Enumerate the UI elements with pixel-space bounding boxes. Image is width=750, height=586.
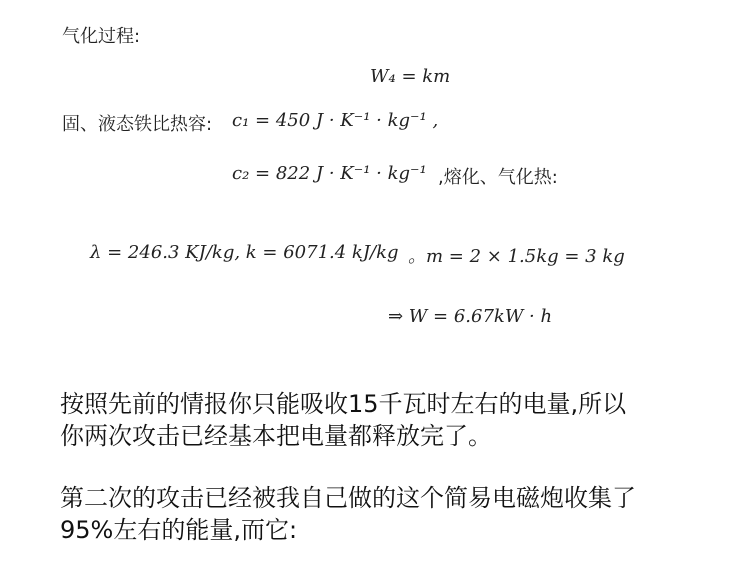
lambda-formula: λ = 246.3 KJ/kg, k = 6071.4 kJ/kg (90, 242, 399, 263)
paragraph-2-line-2: 95%左右的能量,而它: (60, 516, 298, 544)
energy-result-formula: ⇒ W = 6.67kW · h (388, 306, 553, 327)
vaporization-label: 气化过程: (62, 26, 141, 47)
cropped-formula-fragment (358, 0, 478, 4)
paragraph-2-line-1: 第二次的攻击已经被我自己做的这个简易电磁炮收集了 (60, 484, 636, 512)
w4-formula: W₄ = km (370, 66, 451, 87)
c2-formula: c₂ = 822 J · K⁻¹ · kg⁻¹ (232, 163, 427, 184)
latent-heat-label: ,熔化、气化热: (438, 167, 558, 188)
c1-formula: c₁ = 450 J · K⁻¹ · kg⁻¹ , (232, 110, 439, 131)
paragraph-1-line-2: 你两次攻击已经基本把电量都释放完了。 (60, 422, 492, 450)
specific-heat-label: 固、液态铁比热容: (62, 114, 213, 135)
paragraph-1-line-1: 按照先前的情报你只能吸收15千瓦时左右的电量,所以 (60, 390, 627, 418)
mass-formula: 。m = 2 × 1.5kg = 3 kg (408, 246, 625, 267)
